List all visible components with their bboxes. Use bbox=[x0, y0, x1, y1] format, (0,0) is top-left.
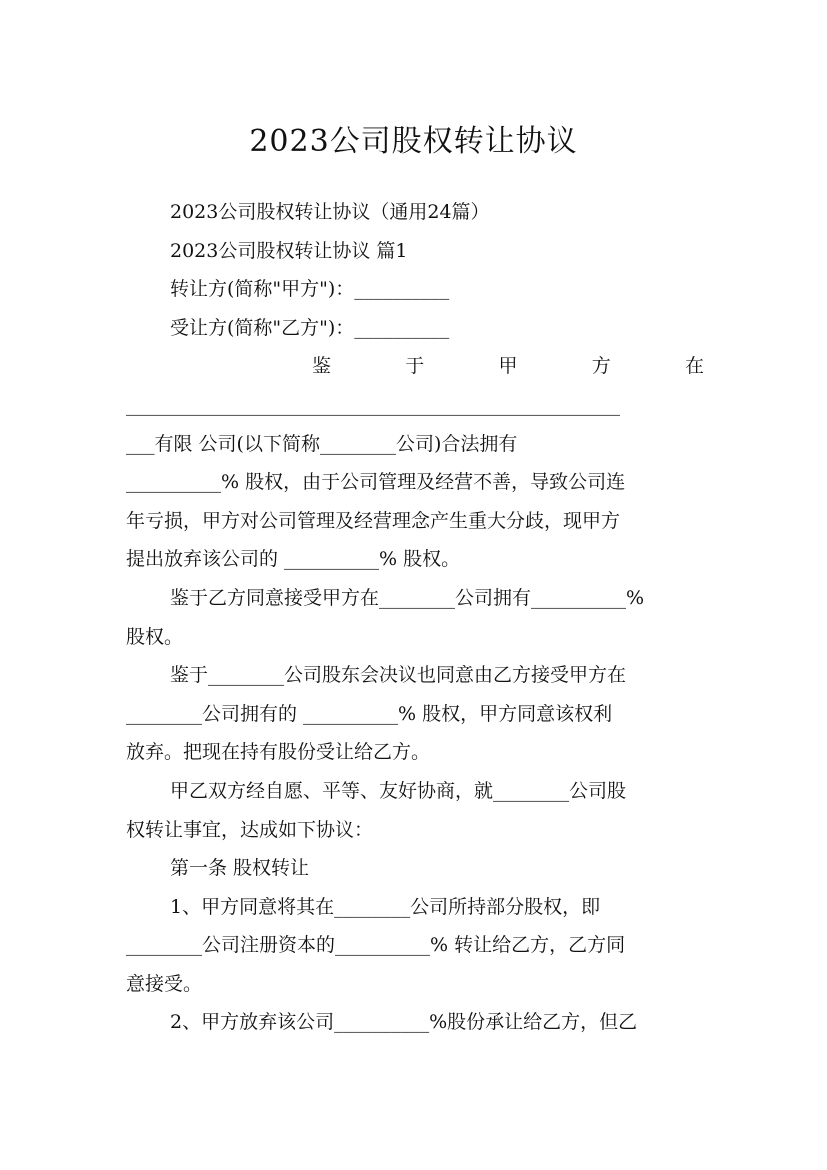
section-heading: 2023公司股权转让协议 篇1 bbox=[170, 239, 408, 262]
whereas-word: 鉴 bbox=[312, 355, 332, 378]
paragraph-3-line-3: 放弃。把现在持有股份受让给乙方。 bbox=[126, 741, 431, 764]
clause-1-line-2: ________公司注册资本的__________% 转让给乙方，乙方同 bbox=[126, 934, 626, 957]
whereas-word: 甲 bbox=[498, 355, 518, 378]
transferee-line: 受让方(简称"乙方")：__________ bbox=[170, 316, 450, 339]
blank-rule-line: ____________________________________________________ bbox=[126, 393, 620, 416]
article-1-heading: 第一条 股权转让 bbox=[170, 857, 310, 880]
document-body bbox=[126, 193, 704, 1042]
whereas-word: 于 bbox=[405, 355, 425, 378]
clause-1-line-1: 1、甲方同意将其在________公司所持部分股权，即 bbox=[170, 895, 601, 918]
paragraph-1-line-1: ___有限 公司(以下简称________公司)合法拥有 bbox=[126, 432, 518, 455]
paragraph-1-line-3: 年亏损，甲方对公司管理及经营理念产生重大分歧，现甲方 bbox=[126, 509, 621, 532]
clause-1-line-3: 意接受。 bbox=[126, 972, 203, 995]
transferor-line: 转让方(简称"甲方")：__________ bbox=[170, 278, 450, 301]
paragraph-4-line-1: 甲乙双方经自愿、平等、友好协商，就________公司股 bbox=[170, 779, 627, 802]
whereas-word: 在 bbox=[684, 355, 704, 378]
paragraph-3-line-2: ________公司拥有的 __________% 股权，甲方同意该权利 bbox=[126, 702, 613, 725]
paragraph-1-line-2: __________% 股权，由于公司管理及经营不善，导致公司连 bbox=[126, 471, 626, 494]
whereas-line bbox=[126, 347, 704, 386]
paragraph-2-line-2: 股权。 bbox=[126, 625, 184, 648]
whereas-word: 方 bbox=[591, 355, 611, 378]
paragraph-4-line-2: 权转让事宜，达成如下协议： bbox=[126, 818, 374, 841]
paragraph-2-line-1: 鉴于乙方同意接受甲方在________公司拥有__________% bbox=[170, 586, 645, 609]
paragraph-3-line-1: 鉴于________公司股东会决议也同意由乙方接受甲方在 bbox=[170, 664, 627, 687]
paragraph-1-line-4: 提出放弃该公司的 __________% 股权。 bbox=[126, 548, 461, 571]
document-title: 2023公司股权转让协议 bbox=[249, 124, 578, 160]
subtitle: 2023公司股权转让协议（通用24篇） bbox=[170, 201, 490, 223]
clause-2-line-1: 2、甲方放弃该公司__________%股份承让给乙方，但乙 bbox=[170, 1011, 638, 1034]
